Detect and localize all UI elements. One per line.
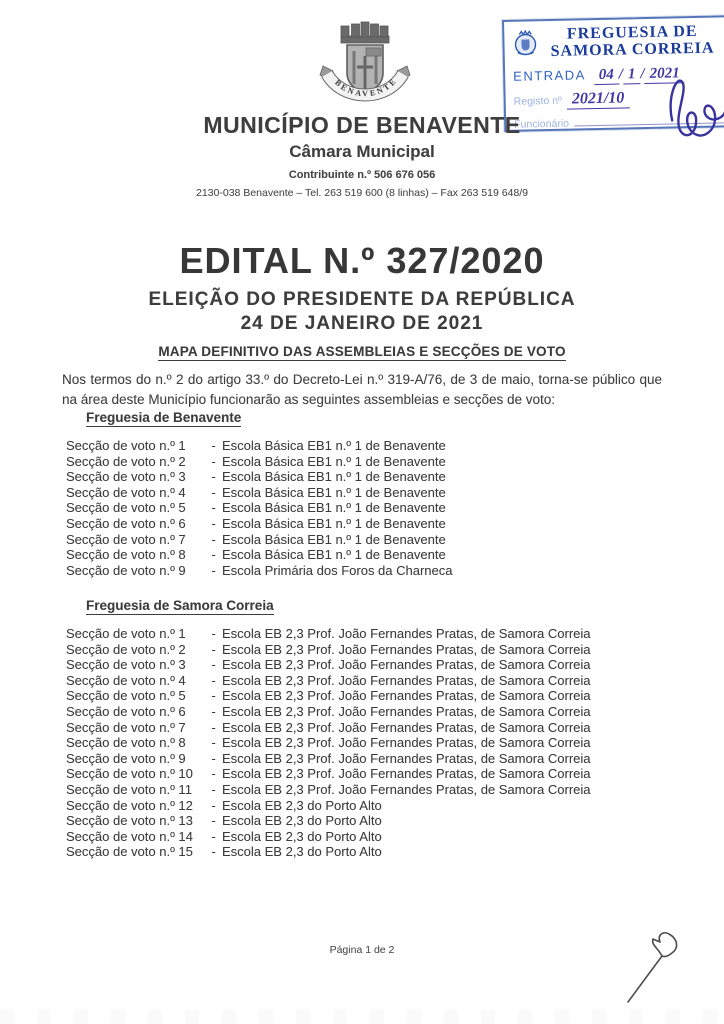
voting-section-row <box>66 469 453 485</box>
section-samora-correia <box>66 597 591 860</box>
voting-section-row <box>66 798 591 814</box>
row-separator: - <box>211 547 216 563</box>
municipal-crest <box>318 14 412 118</box>
stamp-parish-name <box>538 23 714 61</box>
voting-section-row <box>66 813 591 829</box>
row-separator: - <box>211 453 216 469</box>
edital-subtitle-date: 24 DE JANEIRO DE 2021 <box>240 313 484 334</box>
voting-section-row <box>66 485 453 501</box>
voting-section-label: Secção de voto n.º 1 <box>66 438 186 453</box>
voting-section-label: Secção de voto n.º 10 <box>66 766 193 782</box>
samora-voting-list <box>66 626 591 860</box>
voting-section-row <box>66 547 453 563</box>
voting-section-label: Secção de voto n.º 13 <box>66 813 193 829</box>
voting-section-location: Escola EB 2,3 Prof. João Fernandes Pratas, de Samora Correia <box>222 688 591 704</box>
voting-section-label: Secção de voto n.º 8 <box>66 547 186 563</box>
voting-section-label: Secção de voto n.º 9 <box>66 750 186 766</box>
voting-section-label: Secção de voto n.º 8 <box>66 735 186 751</box>
voting-section-row <box>66 673 591 689</box>
row-separator: - <box>211 735 216 751</box>
edital-heading-block <box>0 240 724 361</box>
date-slash: / <box>640 66 645 83</box>
voting-section-row <box>66 642 591 658</box>
row-separator: - <box>211 641 216 657</box>
voting-section-location: Escola Básica EB1 n.º 1 de Benavente <box>222 547 446 563</box>
voting-section-row <box>66 657 591 673</box>
voting-section-row <box>66 829 591 845</box>
voting-section-label: Secção de voto n.º 14 <box>66 828 193 844</box>
intro-paragraph: Nos termos do n.º 2 do artigo 33.º do Decreto-Lei n.º 319-A/76, de 3 de maio, torna-se público que na área deste Município funcionarão as seguintes assembleias e secções de voto: <box>62 371 662 407</box>
letterhead <box>0 112 724 199</box>
voting-section-label: Secção de voto n.º 7 <box>66 719 186 735</box>
voting-section-location: Escola EB 2,3 do Porto Alto <box>222 844 382 860</box>
funcionario-label: Funcionário <box>514 117 570 131</box>
voting-section-label: Secção de voto n.º 3 <box>66 469 186 485</box>
row-separator: - <box>211 657 216 673</box>
row-separator: - <box>211 703 216 719</box>
pen-flag-doodle-icon <box>622 930 694 1010</box>
voting-section-label: Secção de voto n.º 6 <box>66 515 186 531</box>
voting-section-label: Secção de voto n.º 1 <box>66 626 186 641</box>
registo-label: Registo nº <box>513 94 563 108</box>
row-separator: - <box>211 562 216 578</box>
voting-section-row <box>66 735 591 751</box>
row-separator: - <box>211 626 216 641</box>
voting-section-location: Escola Básica EB1 n.º 1 de Benavente <box>222 531 446 547</box>
page-number: Página 1 de 2 <box>329 944 395 956</box>
voting-section-label: Secção de voto n.º 4 <box>66 672 186 688</box>
voting-section-location: Escola EB 2,3 Prof. João Fernandes Pratas, de Samora Correia <box>222 626 591 641</box>
stamp-parish-line2: SAMORA CORREIA <box>550 39 715 60</box>
section-benavente <box>66 409 453 578</box>
voting-section-location: Escola Básica EB1 n.º 1 de Benavente <box>222 469 446 485</box>
scan-artifact-strip <box>0 1010 724 1024</box>
stamp-parish-line1: FREGUESIA DE <box>566 22 698 43</box>
stamp-header <box>512 22 724 61</box>
voting-section-location: Escola EB 2,3 Prof. João Fernandes Pratas, de Samora Correia <box>222 641 591 657</box>
row-separator: - <box>211 719 216 735</box>
voting-section-row <box>66 438 453 454</box>
section-heading-benavente: Freguesia de Benavente <box>86 410 242 425</box>
edital-subtitle-election: ELEIÇÃO DO PRESIDENTE DA REPÚBLICA <box>148 289 576 310</box>
crest-ribbon-text: BENAVENTE <box>333 75 400 99</box>
voting-section-row <box>66 704 591 720</box>
municipality-name: MUNICÍPIO DE BENAVENTE <box>203 112 521 138</box>
entrada-label: ENTRADA <box>513 67 586 84</box>
voting-section-location: Escola EB 2,3 Prof. João Fernandes Pratas, de Samora Correia <box>222 657 591 673</box>
row-separator: - <box>211 813 216 829</box>
voting-section-label: Secção de voto n.º 6 <box>66 703 186 719</box>
voting-section-location: Escola Básica EB1 n.º 1 de Benavente <box>222 500 446 516</box>
registo-value: 2021/10 <box>567 89 630 109</box>
section-heading-samora: Freguesia de Samora Correia <box>86 598 274 613</box>
voting-section-location: Escola Primária dos Foros da Charneca <box>222 562 453 578</box>
voting-section-row <box>66 751 591 767</box>
parish-seal-icon <box>512 28 539 59</box>
voting-section-label: Secção de voto n.º 12 <box>66 797 193 813</box>
voting-section-row <box>66 500 453 516</box>
address-line: 2130-038 Benavente – Tel. 263 519 600 (8 linhas) – Fax 263 519 648/9 <box>196 187 528 199</box>
row-separator: - <box>211 469 216 485</box>
voting-section-location: Escola Básica EB1 n.º 1 de Benavente <box>222 438 446 453</box>
registo-number-handwritten <box>567 89 630 109</box>
voting-section-label: Secção de voto n.º 7 <box>66 531 186 547</box>
coat-of-arms-icon <box>318 14 412 118</box>
row-separator: - <box>211 484 216 500</box>
voting-section-location: Escola EB 2,3 do Porto Alto <box>222 797 382 813</box>
row-separator: - <box>211 797 216 813</box>
row-separator: - <box>211 781 216 797</box>
date-slash: / <box>618 66 624 83</box>
taxpayer-number: Contribuinte n.º 506 676 056 <box>288 169 436 181</box>
edital-subtitle-map: MAPA DEFINITIVO DAS ASSEMBLEIAS E SECÇÕES DE VOTO <box>158 344 566 359</box>
row-separator: - <box>211 766 216 782</box>
benavente-voting-list <box>66 438 453 578</box>
voting-section-location: Escola EB 2,3 do Porto Alto <box>222 813 382 829</box>
row-separator: - <box>211 500 216 516</box>
voting-section-location: Escola EB 2,3 Prof. João Fernandes Pratas, de Samora Correia <box>222 781 591 797</box>
voting-section-location: Escola EB 2,3 Prof. João Fernandes Pratas, de Samora Correia <box>222 719 591 735</box>
voting-section-row <box>66 766 591 782</box>
voting-section-location: Escola EB 2,3 Prof. João Fernandes Pratas, de Samora Correia <box>222 735 591 751</box>
voting-section-row <box>66 532 453 548</box>
voting-section-location: Escola EB 2,3 Prof. João Fernandes Pratas, de Samora Correia <box>222 672 591 688</box>
edital-title: EDITAL N.º 327/2020 <box>179 240 545 281</box>
voting-section-label: Secção de voto n.º 2 <box>66 641 186 657</box>
voting-section-row <box>66 626 591 642</box>
voting-section-label: Secção de voto n.º 15 <box>66 844 193 860</box>
voting-section-row <box>66 454 453 470</box>
voting-section-label: Secção de voto n.º 5 <box>66 688 186 704</box>
entrada-day: 04 <box>594 67 619 86</box>
voting-section-location: Escola EB 2,3 Prof. João Fernandes Pratas, de Samora Correia <box>222 750 591 766</box>
voting-section-location: Escola Básica EB1 n.º 1 de Benavente <box>222 515 446 531</box>
entrada-year: 2021 <box>644 65 684 84</box>
voting-section-label: Secção de voto n.º 2 <box>66 453 186 469</box>
voting-section-row <box>66 563 453 579</box>
voting-section-row <box>66 688 591 704</box>
voting-section-label: Secção de voto n.º 9 <box>66 562 186 578</box>
voting-section-label: Secção de voto n.º 3 <box>66 657 186 673</box>
voting-section-label: Secção de voto n.º 4 <box>66 484 186 500</box>
entrada-month: 1 <box>623 66 641 84</box>
voting-section-location: Escola Básica EB1 n.º 1 de Benavente <box>222 453 446 469</box>
voting-section-label: Secção de voto n.º 5 <box>66 500 186 516</box>
voting-section-row <box>66 844 591 860</box>
voting-section-location: Escola EB 2,3 Prof. João Fernandes Pratas, de Samora Correia <box>222 766 591 782</box>
voting-section-row <box>66 516 453 532</box>
voting-section-location: Escola EB 2,3 Prof. João Fernandes Pratas, de Samora Correia <box>222 703 591 719</box>
row-separator: - <box>211 828 216 844</box>
voting-section-label: Secção de voto n.º 11 <box>66 781 192 797</box>
department-name: Câmara Municipal <box>289 142 435 161</box>
row-separator: - <box>211 844 216 860</box>
row-separator: - <box>211 515 216 531</box>
row-separator: - <box>211 688 216 704</box>
voting-section-row <box>66 720 591 736</box>
row-separator: - <box>211 750 216 766</box>
row-separator: - <box>211 531 216 547</box>
voting-section-location: Escola Básica EB1 n.º 1 de Benavente <box>222 484 446 500</box>
voting-section-row <box>66 782 591 798</box>
row-separator: - <box>211 438 216 453</box>
voting-section-location: Escola EB 2,3 do Porto Alto <box>222 828 382 844</box>
row-separator: - <box>211 672 216 688</box>
